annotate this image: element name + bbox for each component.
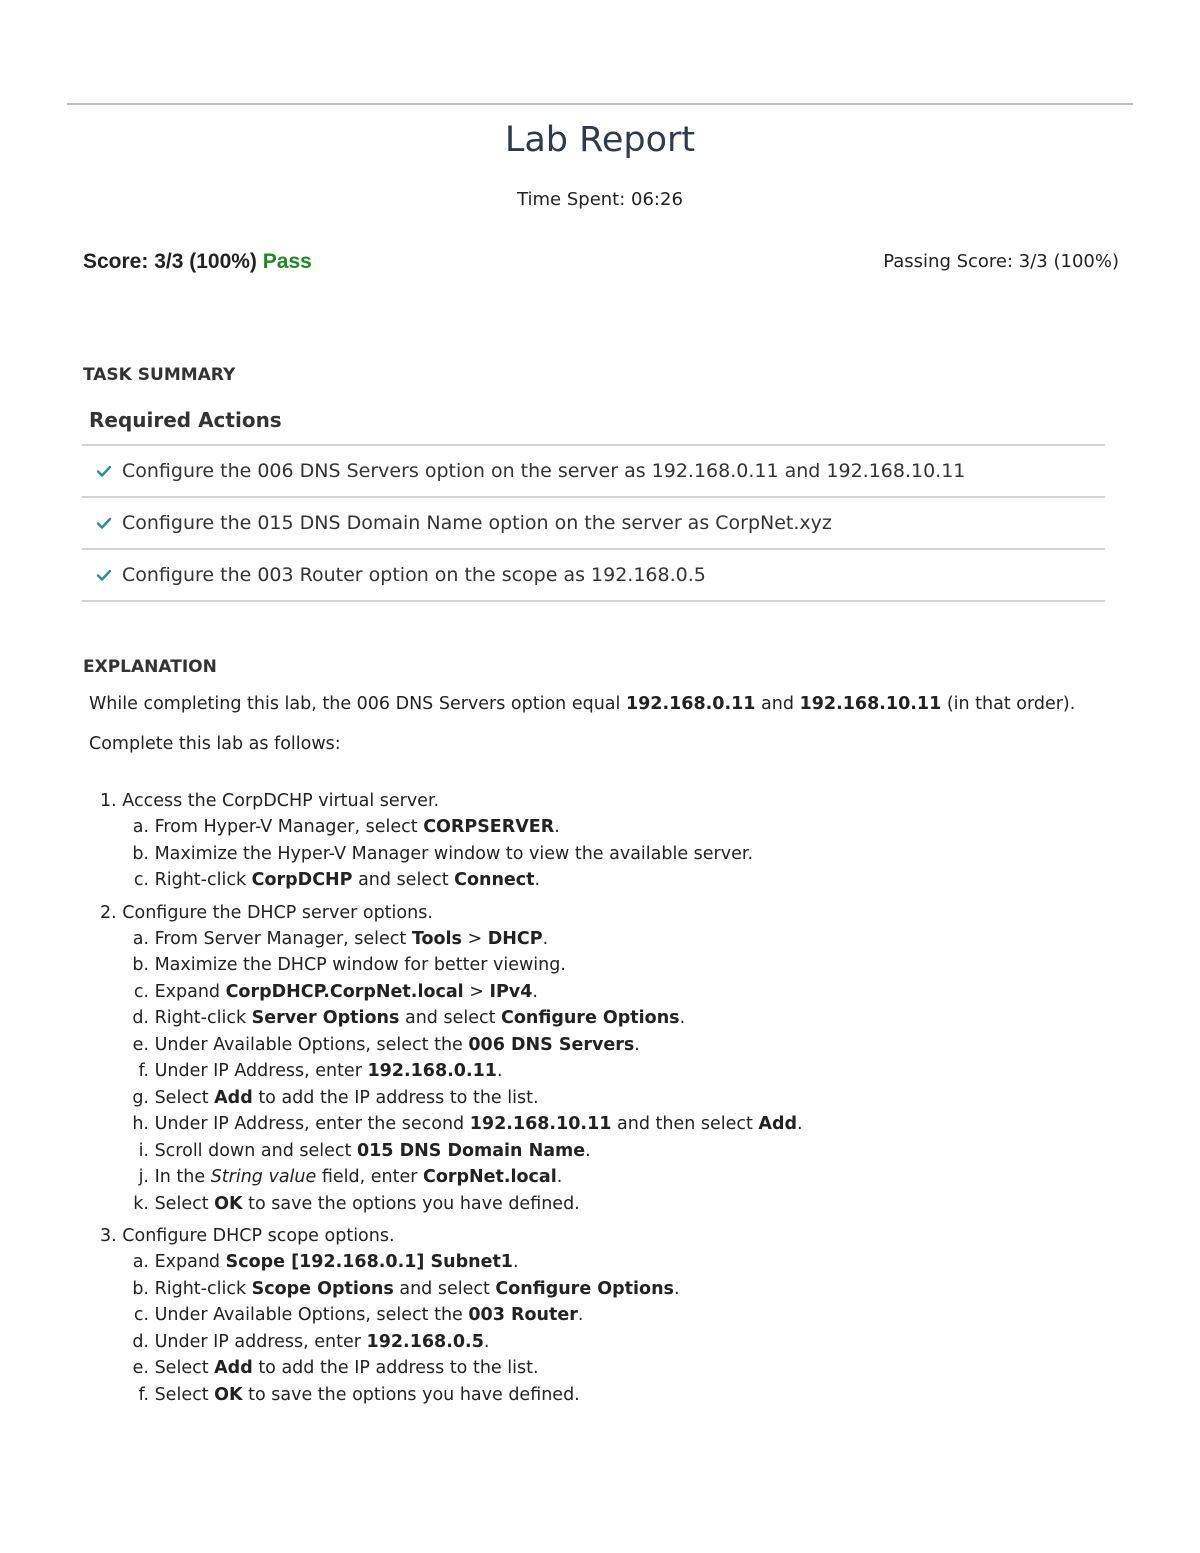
explanation-intro [89, 694, 1075, 714]
required-action-row [82, 498, 1105, 550]
bold-text: IPv4 [489, 981, 533, 1002]
bold-text: Add [214, 1358, 253, 1378]
substep-letter: d. [132, 1331, 149, 1352]
bold-text: Connect [454, 870, 535, 890]
substep-letter: f. [138, 1384, 149, 1405]
explanation-heading: EXPLANATION [83, 657, 217, 677]
bold-text: 015 DNS Domain Name [356, 1140, 586, 1161]
substep-letter: e. [132, 1034, 149, 1055]
text-run: . [483, 1331, 490, 1352]
text-run: From Server Manager, select [154, 928, 412, 949]
passing-score: Passing Score: 3/3 (100%) [883, 251, 1119, 272]
text-run: . [534, 870, 541, 890]
substep-letter: b. [132, 955, 149, 975]
substep-letter: k. [133, 1193, 149, 1214]
substep-letter: f. [138, 1061, 149, 1081]
substep-letter: a. [132, 928, 149, 949]
text-run: Access the CorpDCHP virtual server. [122, 791, 440, 811]
substep-item [100, 1382, 803, 1409]
text-run: and [755, 694, 800, 714]
substep-item [100, 867, 803, 894]
step-item [100, 1223, 803, 1408]
required-action-row [82, 446, 1105, 498]
substep-letter: b. [132, 1278, 149, 1299]
required-actions-list [82, 444, 1105, 602]
substep-item [100, 841, 803, 868]
bold-text: 192.168.0.11 [625, 694, 756, 714]
substep-item [100, 1355, 803, 1382]
substep-letter: e. [132, 1358, 149, 1378]
substep-item [100, 1302, 803, 1329]
text-run: . [585, 1140, 591, 1161]
text-run: and select [399, 1008, 502, 1028]
bold-text: Configure Options [495, 1278, 674, 1299]
bold-text: OK [214, 1193, 243, 1214]
substep-item [100, 1249, 803, 1276]
bold-text: 192.168.10.11 [469, 1114, 612, 1134]
text-run: . [577, 1305, 584, 1325]
text-run: Select [154, 1193, 215, 1214]
step-number: 1. [100, 791, 117, 811]
substep-letter: i. [138, 1140, 149, 1161]
required-action-text: Configure the 006 DNS Servers option on the server as 192.168.0.11 and 192.168.10.11 [122, 460, 966, 482]
substep-item [100, 1329, 803, 1356]
score-value: Score: 3/3 (100%) [83, 250, 257, 273]
substep-item [100, 1191, 803, 1218]
bold-text: CorpNet.local [422, 1167, 557, 1187]
bold-text: Add [758, 1114, 798, 1134]
substep-item [100, 952, 803, 979]
text-run: to add the IP address to the list. [252, 1087, 539, 1108]
text-run: Maximize the Hyper-V Manager window to view the available server. [154, 843, 754, 864]
text-run: > [463, 981, 490, 1002]
substep-item [100, 1005, 803, 1032]
substep-item [100, 979, 803, 1006]
bold-text: 003 Router [468, 1305, 578, 1325]
substep-letter: j. [138, 1167, 149, 1187]
text-run: to save the options you have defined. [242, 1193, 580, 1214]
step-text [100, 788, 803, 814]
bold-text: 192.168.0.5 [366, 1331, 484, 1352]
text-run: . [497, 1061, 503, 1081]
substep-item [100, 1058, 803, 1085]
checkmark-icon [96, 463, 112, 479]
substep-letter: g. [132, 1087, 149, 1108]
substep-item [100, 1276, 803, 1303]
text-run: . [513, 1252, 519, 1272]
text-run: . [532, 981, 538, 1002]
text-run: . [542, 928, 549, 949]
substep-letter: h. [132, 1114, 149, 1134]
text-run: Select [154, 1087, 215, 1108]
step-number: 3. [100, 1226, 117, 1246]
substep-item [100, 1111, 803, 1138]
text-run: to add the IP address to the list. [252, 1358, 539, 1378]
bold-text: Configure Options [501, 1008, 680, 1028]
score-summary [83, 250, 312, 274]
step-number: 2. [100, 902, 117, 923]
text-run: In the [154, 1167, 211, 1187]
text-run: . [679, 1008, 686, 1028]
time-spent: Time Spent: 06:26 [517, 189, 683, 210]
text-run: to save the options you have defined. [242, 1384, 580, 1405]
text-run: Under IP Address, enter [154, 1061, 368, 1081]
substep-letter: d. [132, 1008, 149, 1028]
text-run: Right-click [154, 1008, 252, 1028]
italic-text: String value [210, 1167, 317, 1187]
task-summary-heading: TASK SUMMARY [83, 365, 236, 385]
required-actions-title: Required Actions [89, 408, 282, 432]
bold-text: OK [214, 1384, 243, 1405]
text-run: Configure the DHCP server options. [122, 902, 433, 923]
text-run: Select [154, 1358, 215, 1378]
text-run: Expand [154, 981, 226, 1002]
text-run: . [634, 1034, 640, 1055]
text-run: Configure DHCP scope options. [122, 1226, 395, 1246]
top-divider [67, 103, 1133, 105]
substep-item [100, 1032, 803, 1059]
text-run: field, enter [316, 1167, 423, 1187]
text-run: . [554, 817, 560, 837]
step-text [100, 900, 803, 926]
text-run: Under IP address, enter [154, 1331, 367, 1352]
substep-letter: c. [133, 870, 149, 890]
substep-letter: c. [133, 981, 149, 1002]
text-run: Expand [154, 1252, 226, 1272]
bold-text: Scope Options [251, 1278, 394, 1299]
bold-text: CorpDCHP [251, 870, 353, 890]
bold-text: CorpDHCP.CorpNet.local [225, 981, 464, 1002]
text-run: and select [393, 1278, 496, 1299]
text-run: . [673, 1278, 680, 1299]
bold-text: DHCP [487, 928, 543, 949]
page-title: Lab Report [504, 120, 696, 160]
checkmark-icon [96, 515, 112, 531]
text-run: From Hyper-V Manager, select [154, 817, 424, 837]
step-text [100, 1223, 803, 1249]
text-run: Under Available Options, select the [154, 1034, 469, 1055]
substep-item [100, 1085, 803, 1112]
pass-status: Pass [262, 250, 312, 273]
text-run: and then select [611, 1114, 759, 1134]
text-run: Right-click [154, 1278, 252, 1299]
step-item [100, 900, 803, 1218]
substep-letter: b. [132, 843, 149, 864]
substep-letter: c. [133, 1305, 149, 1325]
text-run: . [797, 1114, 803, 1134]
substep-letter: a. [132, 1252, 149, 1272]
required-action-text: Configure the 015 DNS Domain Name option on the server as CorpNet.xyz [122, 512, 832, 534]
substep-item [100, 926, 803, 953]
text-run: and select [352, 870, 455, 890]
bold-text: 192.168.0.11 [367, 1061, 497, 1081]
text-run: Select [154, 1384, 215, 1405]
bold-text: Tools [411, 928, 462, 949]
text-run: Under Available Options, select the [154, 1305, 469, 1325]
text-run: Maximize the DHCP window for better viewing. [154, 955, 566, 975]
required-action-text: Configure the 003 Router option on the scope as 192.168.0.5 [122, 564, 706, 586]
required-action-row [82, 550, 1105, 602]
substep-letter: a. [132, 817, 149, 837]
text-run: > [461, 928, 488, 949]
text-run: While completing this lab, the 006 DNS Servers option equal [89, 694, 626, 714]
substep-item [100, 1164, 803, 1191]
step-item [100, 788, 803, 894]
text-run: Scroll down and select [154, 1140, 357, 1161]
bold-text: Scope [192.168.0.1] Subnet1 [225, 1252, 513, 1272]
substep-item [100, 814, 803, 841]
text-run: (in that order). [941, 694, 1076, 714]
steps-list [100, 788, 803, 1414]
explanation-follow: Complete this lab as follows: [89, 734, 341, 754]
bold-text: 192.168.10.11 [799, 694, 942, 714]
bold-text: 006 DNS Servers [468, 1034, 635, 1055]
bold-text: Add [214, 1087, 253, 1108]
text-run: . [556, 1167, 563, 1187]
text-run: Right-click [154, 870, 252, 890]
bold-text: CORPSERVER [423, 817, 555, 837]
text-run: Under IP Address, enter the second [154, 1114, 470, 1134]
bold-text: Server Options [251, 1008, 400, 1028]
checkmark-icon [96, 567, 112, 583]
substep-item [100, 1138, 803, 1165]
